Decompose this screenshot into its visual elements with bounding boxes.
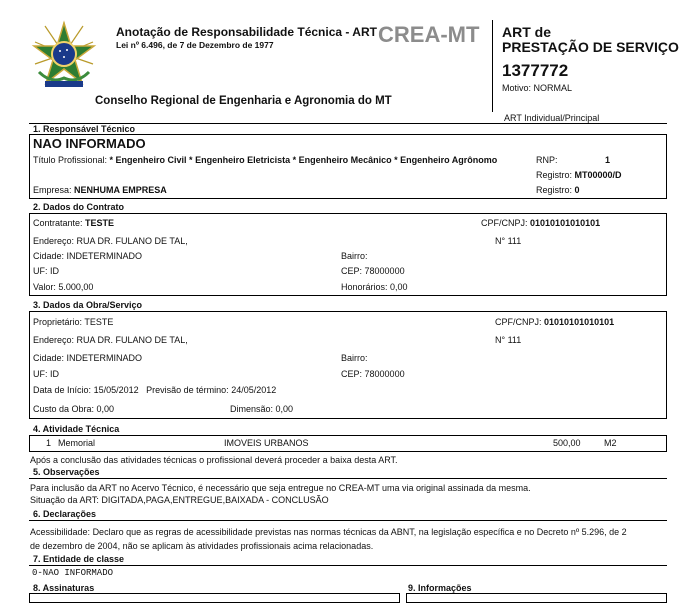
art-type-line2: PRESTAÇÃO DE SERVIÇO — [502, 39, 679, 55]
declaracao-line2: de dezembro de 2004, não se aplicam às atividades profissionais acima relacionadas. — [30, 541, 374, 551]
section-4-title: 4. Atividade Técnica — [33, 424, 120, 434]
empresa-label: Empresa: — [33, 185, 72, 195]
section-3-title: 3. Dados da Obra/Serviço — [33, 300, 143, 310]
activity-quantity: 500,00 — [553, 438, 581, 448]
obra-cpf-label: CPF/CNPJ: — [495, 317, 542, 327]
titulo-value: * Engenheiro Civil * Engenheiro Eletricista * Engenheiro Mecânico * Engenheiro Agrônomo — [109, 155, 498, 165]
header-divider — [492, 20, 493, 112]
titulo-label: Título Profissional: — [33, 155, 108, 165]
obra-bairro-label: Bairro: — [341, 353, 368, 363]
law-reference: Lei nº 6.496, de 7 de Dezembro de 1977 — [116, 40, 274, 50]
obra-cidade-label: Cidade: — [33, 353, 65, 363]
art-category: ART Individual/Principal — [504, 113, 600, 123]
activity-number: 1 — [46, 438, 52, 448]
contrato-endereco-value: RUA DR. FULANO DE TAL, — [76, 236, 188, 246]
art-type-line1: ART de — [502, 24, 551, 40]
motivo-label: Motivo: — [502, 83, 532, 93]
dimensao-label: Dimensão: — [230, 404, 274, 414]
declaracao-line1: Declaro que as regras de acessibilidade previstas nas normas técnicas da ABNT, na legislação específica e no Decreto nº 5.296, de 2 — [92, 527, 627, 537]
art-number: 1377772 — [502, 61, 569, 80]
inicio-value: 15/05/2012 — [93, 385, 139, 395]
section-3-box — [29, 311, 667, 419]
activity-name: Memorial — [58, 438, 96, 448]
section-2-title: 2. Dados do Contrato — [33, 202, 125, 212]
contrato-cpf-label: CPF/CNPJ: — [481, 218, 528, 228]
brasil-coat-of-arms-icon — [31, 20, 97, 90]
rnp-value: 1 — [605, 155, 611, 165]
activity-unit: M2 — [604, 438, 617, 448]
obra-cep-value: 78000000 — [364, 369, 405, 379]
professional-name: NAO INFORMADO — [33, 136, 146, 151]
obra-cidade-value: INDETERMINADO — [66, 353, 143, 363]
council-name: Conselho Regional de Engenharia e Agronomia do MT — [95, 95, 392, 107]
contrato-cep-value: 78000000 — [364, 266, 405, 276]
dimensao-value: 0,00 — [275, 404, 294, 414]
termino-label: Previsão de término: — [146, 385, 229, 395]
obra-cpf-value: 01010101010101 — [544, 317, 615, 327]
contrato-endereco-label: Endereço: — [33, 236, 75, 246]
contratante-label: Contratante: — [33, 218, 83, 228]
contrato-uf-label: UF: — [33, 266, 48, 276]
obra-uf-label: UF: — [33, 369, 48, 379]
signatures-box — [29, 593, 400, 603]
contrato-cep-label: CEP: — [341, 266, 363, 276]
contrato-numero: N° 111 — [495, 236, 522, 246]
registro-label: Registro: — [536, 170, 573, 180]
valor-value: 5.000,00 — [58, 282, 94, 292]
valor-label: Valor: — [33, 282, 56, 292]
document-title: Anotação de Responsabilidade Técnica - ART — [116, 25, 377, 39]
motivo-value: NORMAL — [533, 83, 573, 93]
contrato-cidade-label: Cidade: — [33, 251, 65, 261]
contrato-cpf-value: 01010101010101 — [530, 218, 601, 228]
activity-note: Após a conclusão das atividades técnicas o profissional deverá proceder a baixa desta ART. — [30, 455, 398, 465]
entidade-value: 0-NAO INFORMADO — [32, 568, 114, 578]
section-1-title: 1. Responsável Técnico — [33, 124, 136, 134]
termino-value: 24/05/2012 — [231, 385, 277, 395]
observacao-line2: Situação da ART: DIGITADA,PAGA,ENTREGUE,BAIXADA - CONCLUSÃO — [30, 495, 329, 505]
obra-numero: N° 111 — [495, 335, 522, 345]
registro2-label: Registro: — [536, 185, 573, 195]
honorarios-label: Honorários: — [341, 282, 388, 292]
acessibilidade-label: Acessibilidade: — [30, 527, 91, 537]
custo-label: Custo da Obra: — [33, 404, 95, 414]
section-5-title: 5. Observações — [33, 467, 100, 477]
section-9-title: 9. Informações — [408, 583, 472, 593]
brand-name: CREA-MT — [378, 22, 480, 47]
honorarios-value: 0,00 — [390, 282, 408, 292]
custo-value: 0,00 — [96, 404, 115, 414]
empresa-value: NENHUMA EMPRESA — [74, 185, 167, 195]
information-box — [406, 593, 667, 603]
proprietario-value: TESTE — [84, 317, 114, 327]
inicio-label: Data de Início: — [33, 385, 92, 395]
obra-endereco-value: RUA DR. FULANO DE TAL, — [76, 335, 188, 345]
contratante-value: TESTE — [85, 218, 115, 228]
contrato-uf-value: ID — [50, 266, 60, 276]
contrato-bairro-label: Bairro: — [341, 251, 368, 261]
proprietario-label: Proprietário: — [33, 317, 83, 327]
contrato-cidade-value: INDETERMINADO — [66, 251, 143, 261]
registro-value: MT00000/D — [574, 170, 622, 180]
observacao-line1: Para inclusão da ART no Acervo Técnico, é necessário que seja entregue no CREA-MT uma via original assinada da mesma. — [30, 483, 531, 493]
obra-endereco-label: Endereço: — [33, 335, 75, 345]
activity-description: IMOVEIS URBANOS — [224, 438, 309, 448]
rnp-label: RNP: — [536, 155, 558, 165]
registro2-value: 0 — [574, 185, 580, 195]
section-6-title: 6. Declarações — [33, 509, 97, 519]
section-8-title: 8. Assinaturas — [33, 583, 95, 593]
section-7-title: 7. Entidade de classe — [33, 554, 125, 564]
obra-cep-label: CEP: — [341, 369, 363, 379]
obra-uf-value: ID — [50, 369, 60, 379]
